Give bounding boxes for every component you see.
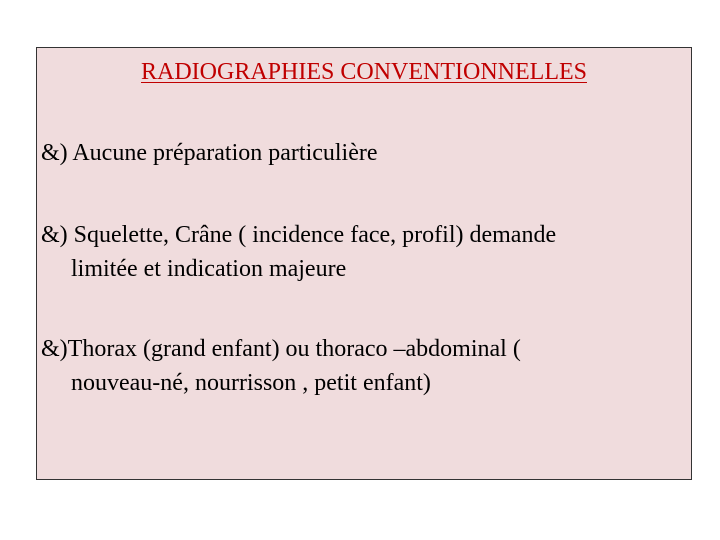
slide-title: RADIOGRAPHIES CONVENTIONNELLES <box>141 59 587 85</box>
bullet-line-continuation: limitée et indication majeure <box>71 256 347 282</box>
bullet-line: &) Squelette, Crâne ( incidence face, profil) demande <box>41 222 557 248</box>
bullet-line: &)Thorax (grand enfant) ou thoraco –abdominal ( <box>41 336 521 362</box>
bullet-item-squelette <box>41 218 681 286</box>
bullet-item-preparation <box>41 136 681 170</box>
content-box <box>36 47 692 480</box>
bullet-item-thorax <box>41 332 681 400</box>
bullet-line: &) Aucune préparation particulière <box>41 140 378 166</box>
bullet-line-continuation: nouveau-né, nourrisson , petit enfant) <box>71 370 431 396</box>
